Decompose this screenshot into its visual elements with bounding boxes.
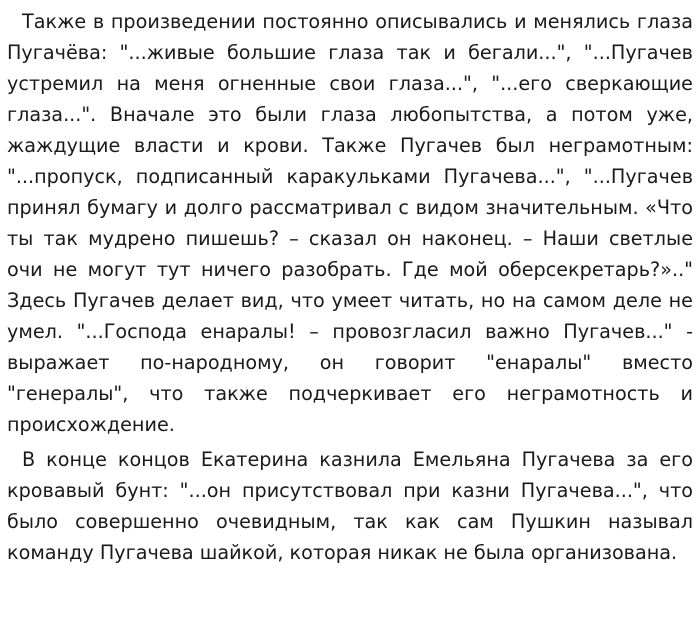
paragraph-1: Также в произведении постоянно описывались и менялись глаза Пугачёва: "...живые большие глаза так и бегали...", "...Пугачев устремил на меня огненные свои глаза...", "...его сверкающие глаза...". Вначале это были глаза любопытства, а потом уже, жаждущие власти и крови. Также Пугачев был неграмотным: "...пропуск, подписанный каракульками Пугачева...", "...Пугачев принял бумагу и долго рассматривал с видом значительным. «Что ты так мудрено пишешь? – сказал он наконец. – Наши светлые очи не могут тут ничего разобрать. Где мой оберсекретарь?».." Здесь Пугачев делает вид, что умеет читать, но на самом деле не умел. "...Господа енаралы! – провозгласил важно Пугачев..." - выражает по-народному, он говорит "енаралы" вместо "генералы", что также подчеркивает его неграмотность и происхождение. (7, 10, 693, 436)
document-body (7, 6, 693, 568)
paragraph-2: В конце концов Екатерина казнила Емельяна Пугачева за его кровавый бунт: "...он присутствовал при казни Пугачева...", что было совершенно очевидным, так как сам Пушкин называл команду Пугачева шайкой, которая никак не была организована. (7, 448, 693, 564)
